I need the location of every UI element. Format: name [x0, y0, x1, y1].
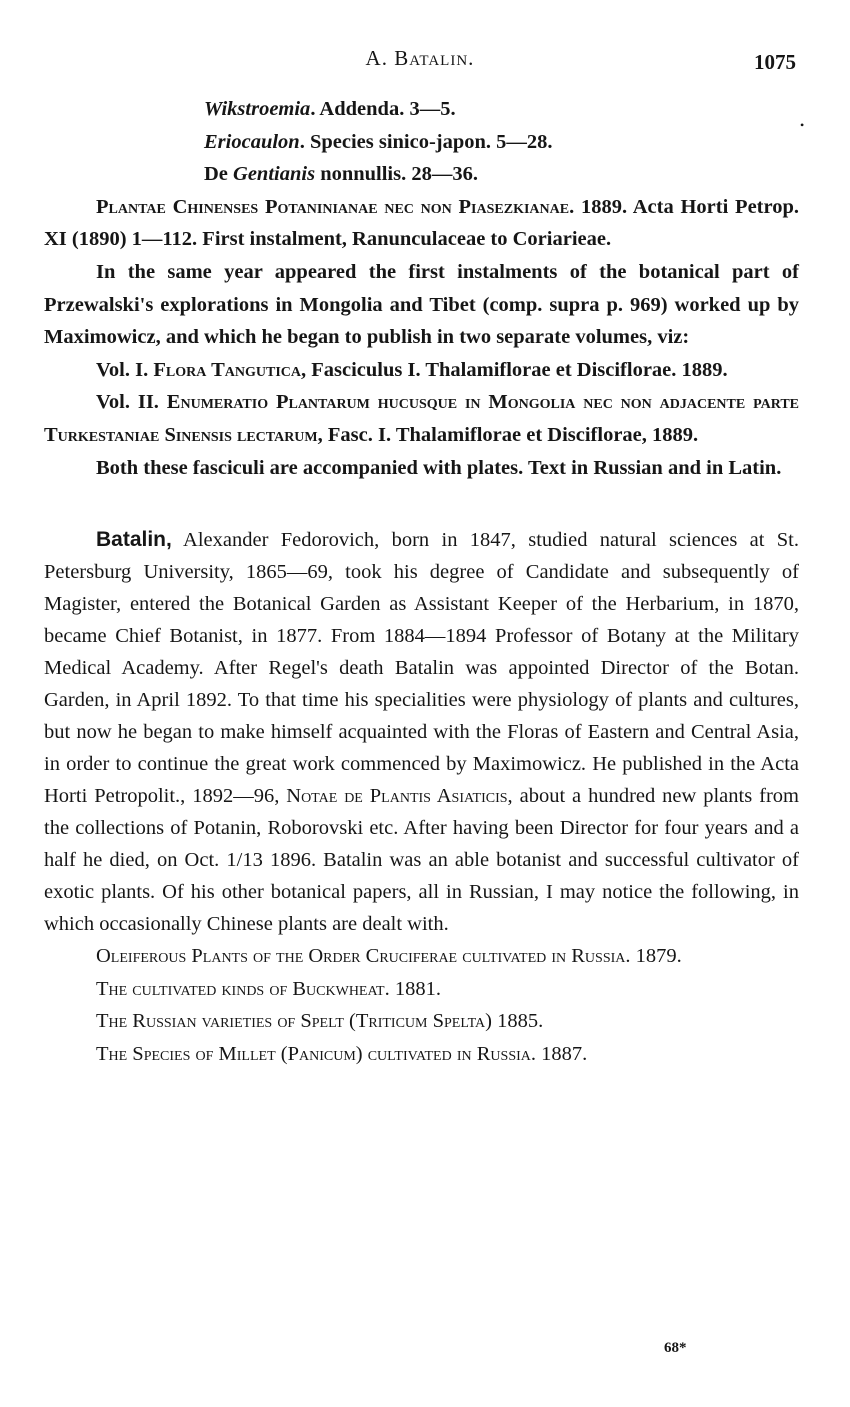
work-detail: . Addenda. 3—5.: [310, 98, 456, 120]
work-title: Plantae Chinenses Potaninianae nec non Piasezkianae.: [96, 195, 575, 218]
volume-label: Vol. I.: [96, 358, 154, 381]
work-entry: [44, 940, 799, 973]
przewalski-paragraph: In the same year appeared the first instalments of the botanical part of Przewalski's explorations in Mongolia and Tibet (comp. supra p. 969) worked up by Maximowicz, and which he began to publish in two separate volumes, viz:: [44, 260, 799, 349]
volume-title: Enumeratio Plantarum hucusque in Mongolia nec non adjacente parte Turkestaniae Sinensis lectarum: [44, 391, 799, 446]
work-title: Oleiferous Plants of the Order Cruciferae cultivated in Russia.: [96, 945, 631, 968]
running-head: A. Batalin.: [365, 46, 475, 70]
work-line-gentianis: [44, 158, 799, 191]
volume-title: Flora Tangutica: [153, 358, 301, 381]
work-line-wikstroemia: [44, 93, 799, 126]
work-entry: [44, 973, 799, 1006]
volume-detail: , Fasc. I. Thalamiflorae et Disciflorae, 1889.: [317, 423, 699, 446]
work-year: 1885.: [491, 1010, 544, 1033]
genus-name: Eriocaulon: [204, 130, 300, 153]
page-number: 1075: [754, 50, 796, 74]
work-year: 1881.: [389, 977, 441, 1000]
volume-two-entry: [44, 386, 799, 451]
work-title: The Russian varieties of Spelt (Triticum Spelta): [96, 1010, 492, 1033]
work-title: The cultivated kinds of Buckwheat.: [96, 977, 390, 1000]
work-detail: . Species sinico-japon. 5—28.: [299, 130, 553, 153]
genus-name: Wikstroemia: [204, 98, 311, 120]
work-year: 1879.: [630, 945, 682, 968]
signature-mark: 68*: [664, 1340, 687, 1356]
work-year: 1887.: [536, 1042, 588, 1065]
volume-label: Vol. II.: [96, 391, 167, 414]
biography-text: Alexander Fedorovich, born in 1847, studied natural sciences at St. Petersburg University, 1865—69, took his degree of Candidate and subsequently of Magister, entered the Botanical Garden as Assistant Keeper of the Herbarium, in 1870, became Chief Botanist, in 1877. From 1884—1894 Professor of Botany at the Military Medical Academy. After Regel's death Batalin was appointed Director of the Botan. Garden, in April 1892. To that time his specialities were physiology of plants and cultures, but now he began to make himself acquainted with the Floras of Eastern and Central Asia, in order to continue the great work commenced by Maximowicz. He published in the Acta Horti Petropolit., 1892—96,: [44, 529, 799, 808]
work-title: The Species of Millet (Panicum) cultivated in Russia.: [96, 1042, 536, 1065]
work-prefix: De: [204, 163, 234, 186]
plantae-chinenses-entry: [44, 191, 799, 256]
entry-name: Batalin,: [96, 528, 172, 552]
work-entry: [44, 1038, 799, 1071]
volume-detail: , Fasciculus I. Thalamiflorae et Disciflorae. 1889.: [301, 358, 728, 381]
batalin-works-list: [44, 940, 799, 1070]
work-detail: nonnullis. 28—36.: [315, 163, 478, 186]
work-entry: [44, 1005, 799, 1038]
work-citation: Acta Horti Petrop. XI (1890) 1—112. First instalment, Ranunculaceae to Coriarieae.: [44, 195, 800, 251]
volume-one-entry: [44, 354, 799, 387]
plates-note: Both these fasciculi are accompanied with plates. Text in Russian and in Latin.: [96, 456, 782, 479]
page-header: [40, 44, 800, 78]
work-year: 1889.: [574, 195, 628, 218]
page-body: [44, 93, 799, 1071]
work-title: Notae de Plantis Asiaticis: [286, 785, 508, 808]
margin-mark: •: [800, 118, 805, 132]
biography-text: , about a hundred new plants from the collections of Potanin, Roborovski etc. After having been Director for four years and a half he died, on Oct. 1/13 1896. Batalin was an able botanist and successful cultivator of exotic plants. Of his other botanical papers, all in Russian, I may notice the following, in which occasionally Chinese plants are dealt with.: [44, 785, 799, 936]
genus-name: Gentianis: [233, 163, 316, 186]
batalin-biography: [44, 524, 799, 940]
work-line-eriocaulon: [44, 126, 799, 159]
